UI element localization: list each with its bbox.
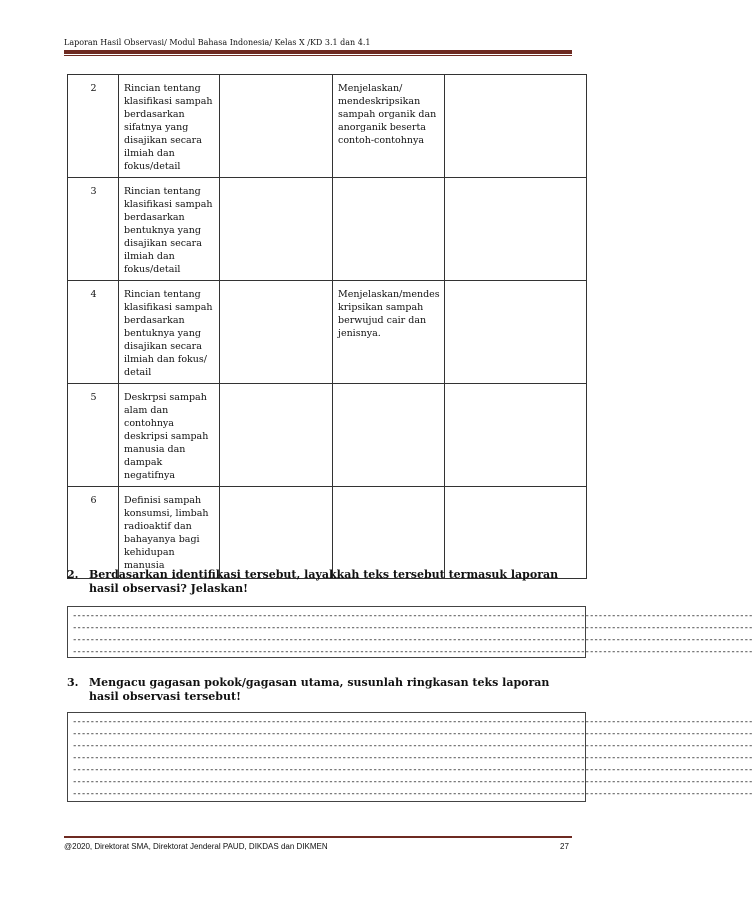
question-number: 3.	[67, 676, 79, 689]
table-row	[68, 178, 587, 281]
header-rule	[64, 50, 572, 54]
answer-line: ----------------------------------------------------------------------------------------------------------------------------------------------------------	[72, 741, 752, 751]
row-col3	[220, 384, 333, 487]
row-col5	[445, 487, 587, 579]
row-col4	[333, 178, 445, 281]
answer-line: ----------------------------------------------------------------------------------------------------------------------------------------------------------	[72, 753, 752, 763]
row-aspect: Rincian tentang klasifikasi sampah berdasarkan bentuknya yang disajikan secara ilmiah dan fokus/ detail	[119, 281, 220, 384]
row-number: 6	[68, 487, 119, 579]
row-col4: Menjelaskan/ mendeskripsikan sampah organik dan anorganik beserta contoh-contohnya	[333, 75, 445, 178]
table-row	[68, 384, 587, 487]
row-aspect: Definisi sampah konsumsi, limbah radioaktif dan bahayanya bagi kehidupan manusia	[119, 487, 220, 579]
row-col3	[220, 487, 333, 579]
footer-copyright: @2020, Direktorat SMA, Direktorat Jenderal PAUD, DIKDAS dan DIKMEN	[64, 842, 328, 851]
footer-rule	[64, 836, 572, 838]
answer-line: ----------------------------------------------------------------------------------------------------------------------------------------------------------	[72, 729, 752, 739]
row-number: 5	[68, 384, 119, 487]
question-text: Mengacu gagasan pokok/gagasan utama, susunlah ringkasan teks laporan hasil observasi tersebut!	[89, 676, 550, 703]
row-col5	[445, 281, 587, 384]
table-row	[68, 487, 587, 579]
page-number: 27	[560, 842, 569, 851]
table-row	[68, 281, 587, 384]
row-col3	[220, 178, 333, 281]
row-number: 4	[68, 281, 119, 384]
row-col5	[445, 75, 587, 178]
table-row	[68, 75, 587, 178]
question-number: 2.	[67, 568, 79, 581]
answer-line: ----------------------------------------------------------------------------------------------------------------------------------------------------------	[72, 635, 752, 645]
answer-line: ----------------------------------------------------------------------------------------------------------------------------------------------------------	[72, 623, 752, 633]
row-aspect: Rincian tentang klasifikasi sampah berdasarkan bentuknya yang disajikan secara ilmiah dan fokus/detail	[119, 178, 220, 281]
row-col4	[333, 384, 445, 487]
answer-line: ----------------------------------------------------------------------------------------------------------------------------------------------------------	[72, 717, 752, 727]
answer-box-2[interactable]	[67, 606, 752, 658]
row-col4: Menjelaskan/mendes kripsikan sampah berwujud cair dan jenisnya.	[333, 281, 445, 384]
observation-table	[67, 74, 587, 579]
row-col5	[445, 384, 587, 487]
question-text: Berdasarkan identifikasi tersebut, layakkah teks tersebut termasuk laporan hasil observasi? Jelaskan!	[89, 568, 559, 595]
row-col3	[220, 281, 333, 384]
row-col5	[445, 178, 587, 281]
row-col3	[220, 75, 333, 178]
row-col4	[333, 487, 445, 579]
answer-line: ----------------------------------------------------------------------------------------------------------------------------------------------------------	[72, 777, 752, 787]
answer-line: ----------------------------------------------------------------------------------------------------------------------------------------------------------	[72, 647, 752, 657]
row-number: 2	[68, 75, 119, 178]
answer-line: ----------------------------------------------------------------------------------------------------------------------------------------------------------	[72, 611, 752, 621]
answer-box-3[interactable]	[67, 712, 752, 802]
row-aspect: Rincian tentang klasifikasi sampah berdasarkan sifatnya yang disajikan secara ilmiah dan fokus/detail	[119, 75, 220, 178]
row-number: 3	[68, 178, 119, 281]
answer-line: ----------------------------------------------------------------------------------------------------------------------------------------------------------	[72, 765, 752, 775]
header-rule-thin	[64, 55, 572, 56]
page-header: Laporan Hasil Observasi/ Modul Bahasa Indonesia/ Kelas X /KD 3.1 dan 4.1	[64, 38, 371, 47]
row-aspect: Deskrpsi sampah alam dan contohnya deskripsi sampah manusia dan dampak negatifnya	[119, 384, 220, 487]
answer-line: ----------------------------------------------------------------------------------------------------------------------------------------------------------	[72, 789, 752, 799]
